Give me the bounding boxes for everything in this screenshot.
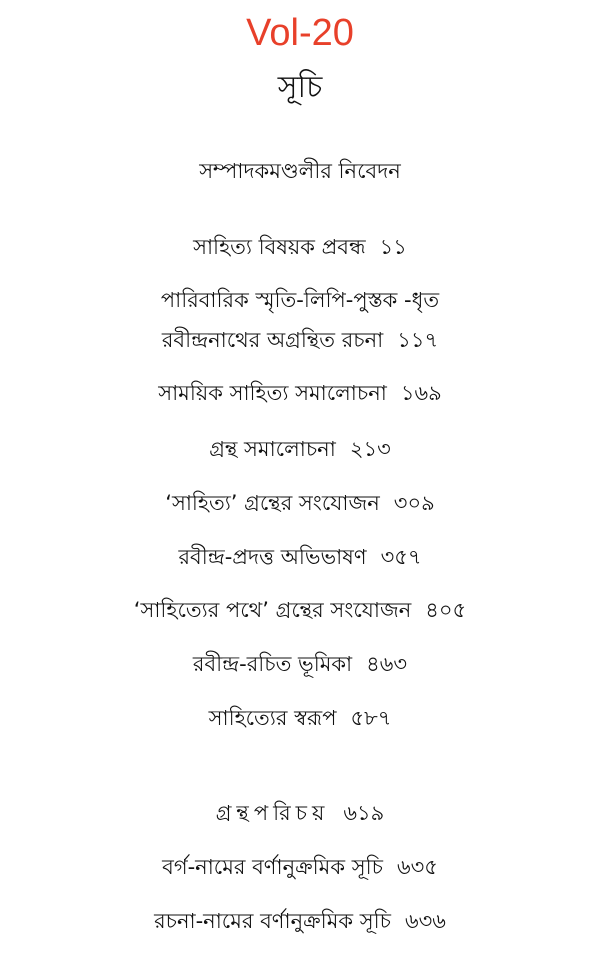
- entry-title: বর্গ-নামের বর্ণানুক্রমিক সূচি: [162, 855, 383, 879]
- toc-entry: [0, 649, 600, 679]
- entry-title: গ্রন্থপরিচয়: [215, 801, 330, 825]
- volume-label: Vol-20: [246, 12, 354, 54]
- entry-page: ৬৩৬: [404, 909, 446, 933]
- appendix-entry: [0, 852, 600, 882]
- entry-title: রবীন্দ্র-প্রদত্ত অভিভাষণ: [178, 545, 367, 569]
- toc-entry-line2: [0, 325, 600, 355]
- entry-page: ৩৫৭: [380, 545, 422, 569]
- entry-page: ৫৮৭: [350, 706, 392, 730]
- entry-page: ১১: [379, 235, 407, 259]
- page-title: সূচি: [277, 70, 323, 105]
- entry-page: ৬৩৫: [396, 855, 438, 879]
- entry-title: সম্পাদকমণ্ডলীর নিবেদন: [199, 159, 401, 183]
- entry-title: সাহিত্যের স্বরূপ: [208, 706, 337, 730]
- entry-title: রবীন্দ্রনাথের অগ্রন্থিত রচনা: [161, 328, 384, 352]
- entry-page: ১১৭: [397, 328, 439, 352]
- toc-entry: [0, 378, 600, 408]
- preface-entry: [0, 156, 600, 186]
- toc-entry: [0, 232, 600, 262]
- entry-page: ৩০৯: [393, 491, 435, 515]
- appendix-entry: [0, 798, 600, 828]
- entry-page: ৪৬৩: [366, 652, 408, 676]
- toc-entry: [0, 703, 600, 733]
- toc-entry: [0, 434, 600, 464]
- entry-page: ৪০৫: [425, 598, 467, 622]
- toc-entry: [0, 542, 600, 572]
- appendix-entry: [0, 906, 600, 936]
- entry-title: সাহিত্য বিষয়ক প্রবন্ধ: [193, 235, 366, 259]
- entry-title: রবীন্দ্র-রচিত ভূমিকা: [192, 652, 353, 676]
- toc-entry-line1: [0, 285, 600, 315]
- toc-entry: [0, 595, 600, 625]
- entry-title: ‘সাহিত্যের পথে’ গ্রন্থের সংযোজন: [133, 598, 412, 622]
- entry-page: ২১৩: [349, 437, 391, 461]
- entry-page: ১৬৯: [400, 381, 442, 405]
- entry-title: পারিবারিক স্মৃতি-লিপি-পুস্তক -ধৃত: [160, 288, 440, 312]
- entry-title: ‘সাহিত্য’ গ্রন্থের সংযোজন: [165, 491, 380, 515]
- entry-page: ৬১৯: [343, 801, 385, 825]
- toc-entry: [0, 488, 600, 518]
- entry-title: রচনা-নামের বর্ণানুক্রমিক সূচি: [154, 909, 391, 933]
- entry-title: সাময়িক সাহিত্য সমালোচনা: [158, 381, 387, 405]
- entry-title: গ্রন্থ সমালোচনা: [209, 437, 336, 461]
